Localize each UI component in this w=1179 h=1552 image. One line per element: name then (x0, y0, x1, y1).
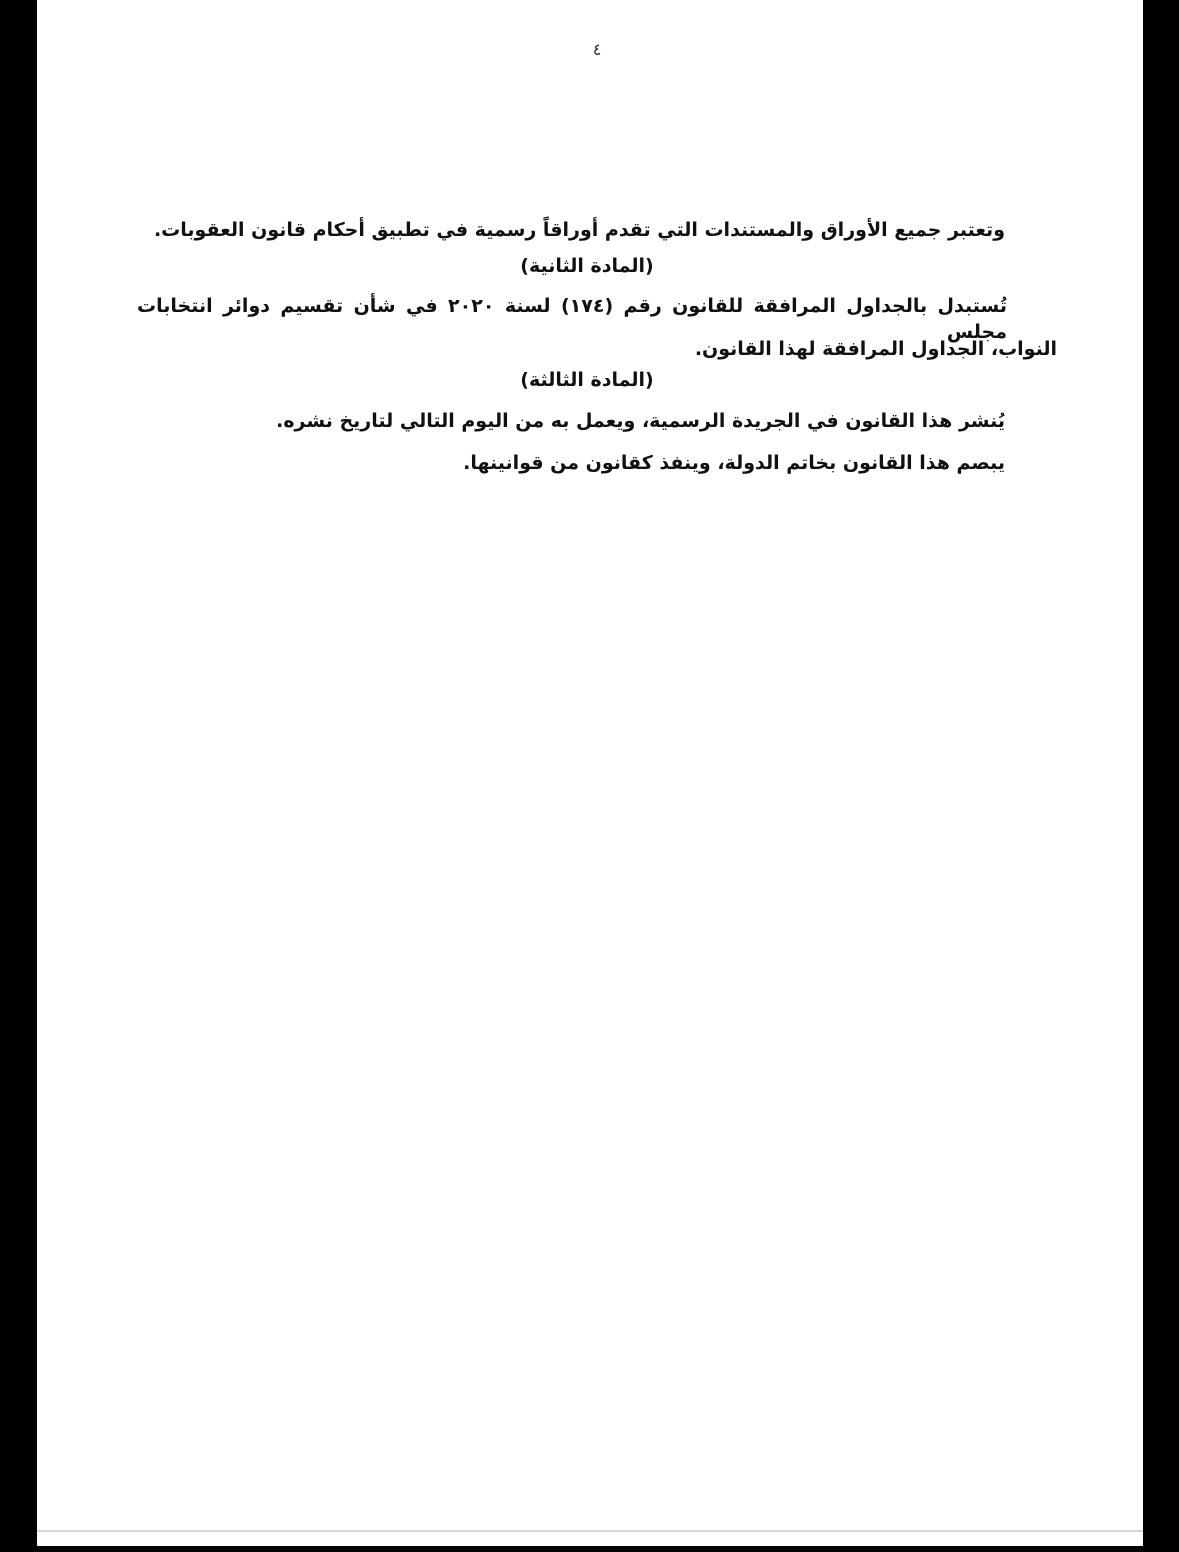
article-three-heading: (المادة الثالثة) (520, 369, 654, 391)
page-number: ٤ (592, 40, 602, 59)
article-three-line-1: يُنشر هذا القانون في الجريدة الرسمية، ويعمل به من اليوم التالي لتاريخ نشره. (276, 410, 1005, 432)
document-page (37, 0, 1143, 1546)
page-bottom-edge (37, 1530, 1143, 1532)
article-three-line-2: يبصم هذا القانون بخاتم الدولة، وينفذ كقانون من قوانينها. (463, 452, 1005, 474)
intro-paragraph: وتعتبر جميع الأوراق والمستندات التي تقدم أوراقاً رسمية في تطبيق أحكام قانون العقوبات. (153, 219, 1005, 241)
article-two-line-1: تُستبدل بالجداول المرافقة للقانون رقم (١٧٤) لسنة ٢٠٢٠ في شأن تقسيم دوائر انتخابات مجلس (137, 295, 1007, 343)
article-two-line-2: النواب، الجداول المرافقة لهذا القانون. (694, 338, 1057, 360)
article-two-heading: (المادة الثانية) (520, 255, 654, 277)
